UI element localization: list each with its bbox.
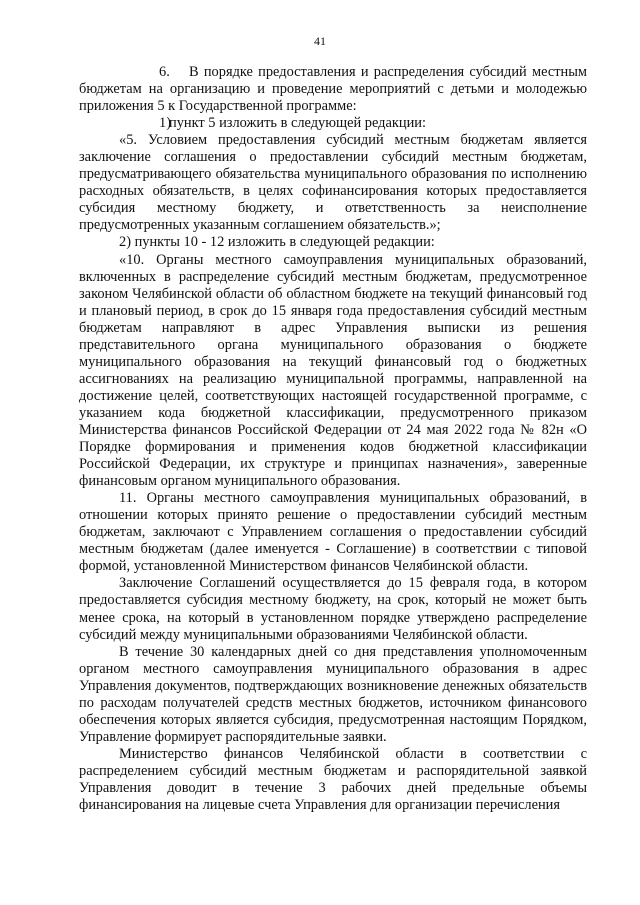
item-6-number: 6. bbox=[159, 64, 170, 80]
page-number: 41 bbox=[314, 34, 326, 48]
subitem-1-text: пункт 5 изложить в следующей редакции: bbox=[169, 115, 426, 132]
thirty-days-paragraph: В течение 30 календарных дней со дня представления уполномоченным органом местного самоуправления муниципального образования в адрес Управления документов, подтверждающих возникновение денежных обязательств по расходам получателей средств местных бюджетов, источником финансового обеспечения которых является субсидия, предусмотренная настоящим Порядком, Управление формирует распорядительные заявки. bbox=[79, 643, 587, 745]
clause-11-paragraph: 11. Органы местного самоуправления муниципальных образований, в отношении которых принято решение о предоставлении субсидий местным бюджетам, заключают с Управлением соглашения о предоставлении субсидий местным бюджетам (далее именуется - Соглашение) в соответствии с типовой формой, установленной Министерством финансов Челябинской области. bbox=[79, 490, 587, 575]
subitem-1-number: 1) bbox=[159, 115, 171, 132]
clause-10-paragraph: «10. Органы местного самоуправления муниципальных образований, включенных в распределение субсидий местным бюджетам, предусмотренное законом Челябинской области об областном бюджете на текущий финансовый год и плановый период, в срок до 15 января года предоставления субсидий местным бюджетам направляют в адрес Управления выписки из решения представительного органа муниципального образования о бюджете муниципального образования на текущий финансовый год о бюджетных ассигнованиях на реализацию муниципальной программы, направленной на достижение целей, соответствующих настоящей государственной программе, с указанием кода бюджетной классификации, предусмотренного приказом Министерства финансов Российской Федерации от 24 мая 2022 года № 82н «О Порядке формирования и применения кодов бюджетной классификации Российской Федерации, их структуре и принципах назначения», заверенные финансовым органом муниципального образования. bbox=[79, 251, 587, 490]
conclusion-paragraph: Заключение Соглашений осуществляется до 15 февраля года, в котором предоставляется субсидия местному бюджету, на срок, который не может быть менее срока, на который в установленном порядке утверждено распределение субсидий между муниципальными образованиями Челябинской области. bbox=[79, 575, 587, 643]
subitem-2-paragraph: 2) пункты 10 - 12 изложить в следующей редакции: bbox=[119, 234, 435, 251]
subitem-1-paragraph bbox=[79, 115, 587, 132]
ministry-paragraph: Министерство финансов Челябинской области в соответствии с распределением субсидий местным бюджетам и распорядительной заявкой Управления доводит в течение 3 рабочих дней предельные объемы финансирования на лицевые счета Управления для организации перечисления bbox=[79, 745, 587, 814]
item-6-text: В порядке предоставления и распределения субсидий местным бюджетам на организацию и проведение мероприятий с детьми и молодежью приложения 5 к Государственной программе: bbox=[79, 64, 587, 115]
item-6-paragraph bbox=[79, 64, 587, 115]
clause-5-paragraph: «5. Условием предоставления субсидий местным бюджетам является заключение соглашения о предоставлении субсидий местным бюджетам, предусматривающего обязательства муниципального образования по исполнению расходных обязательств, в целях софинансирования которых предоставляется субсидия местному бюджету, и ответственность за неисполнение предусмотренных указанным соглашением обязательств.»; bbox=[79, 132, 587, 234]
document-body bbox=[79, 64, 587, 814]
